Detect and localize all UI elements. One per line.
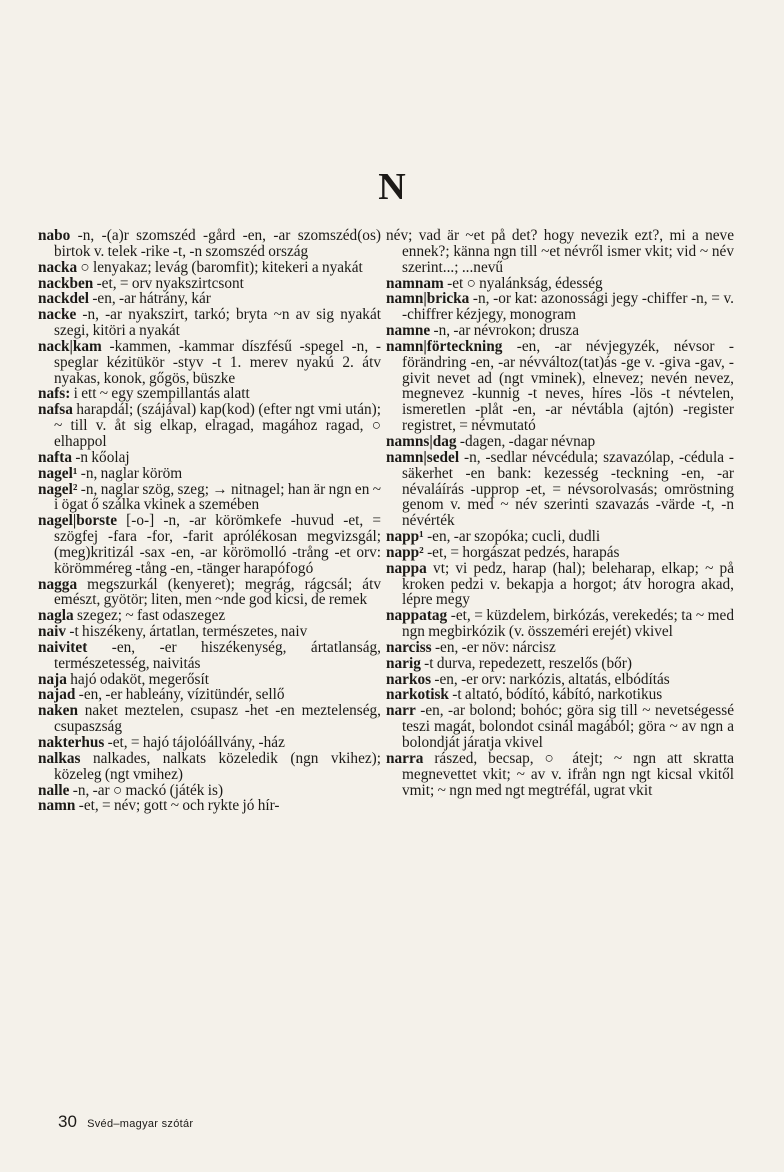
entry-headword: narciss <box>386 638 432 656</box>
dictionary-entry <box>386 450 734 529</box>
entry-definition: hajó odaköt, megerősít <box>66 670 209 688</box>
entry-headword: nack|kam <box>38 337 102 355</box>
entry-definition: -en, -ar névjegyzék, névsor -förändring -en, -ar névváltoz(tat)ás -ge v. -giva -gav, -givit nevet ad (ngt vminek), elnevez; nevén nevez, megnevez -kunnig -t neves, híres -lös -t névtelen, ismeretlen -plåt -en, -ar névtábla (ajtón) -register registret, = névmutató <box>402 337 734 435</box>
dictionary-entry <box>386 656 734 672</box>
dictionary-entry <box>38 339 381 387</box>
entry-headword: namn|bricka <box>386 290 470 308</box>
entry-headword: nackben <box>38 274 94 292</box>
dictionary-entry <box>38 798 381 814</box>
right-column <box>386 228 734 798</box>
entry-headword: naivitet <box>38 638 88 656</box>
entry-definition: -n, -ar nyakszirt, tarkó; bryta ~n av sig nyakát szegi, kitöri a nyakát <box>54 306 381 340</box>
entry-definition: -t altató, bódító, kábító, narkotikus <box>448 686 663 704</box>
entry-definition: rászed, becsap, ○ átejt; ~ ngn att skratta megnevettet vkit; ~ av v. ifrån ngn ngt kicsal vkitől vmit; ~ ngn med ngt megtréfál, ugrat vkit <box>402 749 734 799</box>
entry-definition: -n, naglar szög, szeg; → nitnagel; han är ngn en ~ i ögat ő szálka vkinek a szemében <box>54 480 381 514</box>
dictionary-entry <box>38 751 381 783</box>
entry-definition: -n, -sedlar névcédula; szavazólap, -cédula -säkerhet -en bank: kezesség -teckning -en, -ar névaláírás -upprop -et, = névsorolvasás; omröstning genom v. med ~ név szerinti szavazás -värde -t, -n névérték <box>402 448 734 530</box>
entry-definition: -n, -ar ○ mackó (játék is) <box>69 781 224 799</box>
entry-headword: narkos <box>386 670 432 688</box>
dictionary-entry <box>386 434 734 450</box>
dictionary-entry <box>38 260 381 276</box>
dictionary-entry <box>386 545 734 561</box>
page-number: 30 <box>58 1112 77 1131</box>
entry-headword: namn|sedel <box>386 448 460 466</box>
entry-definition: -et, = név; gott ~ och rykte jó hír- <box>75 797 280 815</box>
entry-definition: harapdál; (szájával) kap(kod) (efter ngt vmi után); ~ till v. åt sig elkap, elragad, magához ragad, ○ elhappol <box>54 401 381 450</box>
dictionary-entry <box>38 687 381 703</box>
entry-definition: vt; vi pedz, harap (hal); beleharap, elkap; ~ på kroken pedzi v. bekapja a horgot; átv horogra akad, lépre megy <box>402 559 734 609</box>
entry-definition: -t hiszékeny, ártatlan, természetes, naiv <box>66 623 308 641</box>
entry-definition: [-o-] -n, -ar körömkefe -huvud -et, = szögfej -fara -for, -farit aprólékosan megvizsgál; (meg)kritizál -sax -en, -ar körömolló -trång -et orv: körömméreg -tång -en, -tänger harapófogó <box>54 512 381 577</box>
section-letter: N <box>378 166 406 208</box>
dictionary-entry <box>38 624 381 640</box>
entry-headword: nafsa <box>38 401 73 419</box>
dictionary-entry <box>386 608 734 640</box>
dictionary-entry <box>38 307 381 339</box>
entry-headword: nafs: <box>38 385 71 403</box>
dictionary-entry <box>38 577 381 609</box>
dictionary-entry <box>38 513 381 576</box>
dictionary-entry <box>38 783 381 799</box>
entry-headword: nagel¹ <box>38 464 78 482</box>
dictionary-entry <box>38 703 381 735</box>
entry-definition: -en, -er hiszékenység, ártatlanság, természetesség, naivitás <box>54 638 381 672</box>
entry-headword: namnam <box>386 274 444 292</box>
entry-headword: namns|dag <box>386 432 457 450</box>
entry-definition: név; vad är ~et på det? hogy nevezik ezt?, mi a neve ennek?; känna ngn till ~et névről ismer vkit; vid ~ név szerint...; ...nevű <box>386 227 734 276</box>
entry-definition: -en, -er orv: narkózis, altatás, elbódítás <box>431 670 670 688</box>
entry-headword: nagel|borste <box>38 512 117 530</box>
entry-headword: nalle <box>38 781 70 799</box>
entry-definition: szegez; ~ fast odaszegez <box>73 607 226 625</box>
entry-definition: -et, = horgászat pedzés, harapás <box>423 543 620 561</box>
dictionary-entry <box>386 672 734 688</box>
entry-headword: nappa <box>386 559 427 577</box>
entry-headword: najad <box>38 686 76 704</box>
entry-headword: nakterhus <box>38 734 105 751</box>
dictionary-entry <box>38 291 381 307</box>
dictionary-entry <box>386 529 734 545</box>
entry-headword: nafta <box>38 448 72 466</box>
page-footer <box>58 1112 193 1132</box>
dictionary-entry <box>386 323 734 339</box>
entry-headword: nackdel <box>38 290 89 308</box>
left-column <box>38 228 381 814</box>
entry-definition: -en, -ar szopóka; cucli, dudli <box>423 528 601 546</box>
dictionary-entry <box>386 228 734 276</box>
entry-headword: namn <box>38 797 76 815</box>
entry-definition: -n, -(a)r szomszéd -gård -en, -ar szomszéd(os) birtok v. telek -rike -t, -n szomszéd ország <box>54 227 381 260</box>
entry-headword: nacka <box>38 258 78 276</box>
entry-headword: nagga <box>38 575 78 593</box>
entry-definition: nalkades, nalkats közeledik (ngn vkihez); közeleg (ngt vmihez) <box>54 749 381 783</box>
dictionary-entry <box>38 466 381 482</box>
entry-definition: -n kőolaj <box>72 448 130 466</box>
entry-headword: nabo <box>38 227 71 244</box>
dictionary-entry <box>38 228 381 260</box>
entry-headword: nagla <box>38 607 74 625</box>
entry-definition: megszurkál (kenyeret); megrág, rágcsál; átv emészt, gyötör; liten, men ~nde god kicsi, de remek <box>54 575 381 609</box>
entry-definition: -et, = küzdelem, birkózás, verekedés; ta ~ med ngn megbirkózik (v. összeméri erejét) vkivel <box>402 607 734 641</box>
entry-headword: naiv <box>38 623 67 641</box>
entry-headword: nagel² <box>38 480 78 498</box>
entry-headword: nalkas <box>38 749 81 767</box>
entry-headword: nappatag <box>386 607 448 625</box>
entry-headword: narr <box>386 702 416 720</box>
dictionary-entry <box>38 276 381 292</box>
dictionary-entry <box>386 703 734 751</box>
dictionary-entry <box>38 402 381 450</box>
entry-headword: nacke <box>38 306 77 324</box>
entry-definition: naket meztelen, csupasz -het -en meztelenség, csupaszság <box>54 702 381 736</box>
entry-headword: narig <box>386 654 421 672</box>
entry-headword: namn|förteckning <box>386 337 503 355</box>
entry-definition: -et, = hajó tájolóállvány, -ház <box>104 734 285 751</box>
dictionary-entry <box>386 291 734 323</box>
entry-definition: ○ lenyakaz; levág (baromfit); kitekeri a nyakát <box>77 258 363 276</box>
entry-definition: -en, -er hableány, vízitündér, sellő <box>75 686 285 704</box>
entry-definition: i ett ~ egy szempillantás alatt <box>70 385 250 403</box>
entry-headword: naken <box>38 702 78 720</box>
dictionary-entry <box>38 482 381 514</box>
dictionary-entry <box>38 608 381 624</box>
dictionary-entry <box>386 751 734 799</box>
dictionary-entry <box>38 386 381 402</box>
dictionary-entry <box>38 450 381 466</box>
entry-headword: narra <box>386 749 424 767</box>
entry-definition: -en, -ar bolond; bohóc; göra sig till ~ nevetségessé teszi magát, bolondot csinál magából; göra ~ av ngn a bolondját járatja vkivel <box>402 702 734 751</box>
entry-definition: -n, naglar köröm <box>77 464 183 482</box>
entry-definition: -t durva, repedezett, reszelős (bőr) <box>420 654 632 672</box>
dictionary-entry <box>386 640 734 656</box>
entry-headword: naja <box>38 670 67 688</box>
entry-definition: -en, -er növ: nárcisz <box>431 638 556 656</box>
footer-title: Svéd–magyar szótár <box>87 1118 194 1130</box>
entry-headword: napp¹ <box>386 528 424 546</box>
entry-definition: -et, = orv nyakszirtcsont <box>93 274 244 292</box>
dictionary-entry <box>386 276 734 292</box>
dictionary-entry <box>386 561 734 609</box>
dictionary-entry <box>38 735 381 751</box>
dictionary-entry <box>386 687 734 703</box>
entry-headword: napp² <box>386 543 424 561</box>
entry-definition: -n, -or kat: azonossági jegy -chiffer -n, = v. -chiffrer kézjegy, monogram <box>402 290 734 324</box>
entry-headword: narkotisk <box>386 686 449 704</box>
dictionary-entry <box>386 339 734 434</box>
dictionary-entry <box>38 672 381 688</box>
entry-definition: -kammen, -kammar díszfésű -spegel -n, -speglar kézitükör -styv -t 1. merev nyakú 2. átv nyakas, konok, gőgös, büszke <box>54 337 381 387</box>
entry-definition: -dagen, -dagar névnap <box>456 432 596 450</box>
entry-definition: -et ○ nyalánkság, édesség <box>443 274 603 292</box>
entry-definition: -en, -ar hátrány, kár <box>89 290 211 308</box>
dictionary-entry <box>38 640 381 672</box>
entry-headword: namne <box>386 322 431 340</box>
entry-definition: -n, -ar névrokon; drusza <box>430 322 579 340</box>
